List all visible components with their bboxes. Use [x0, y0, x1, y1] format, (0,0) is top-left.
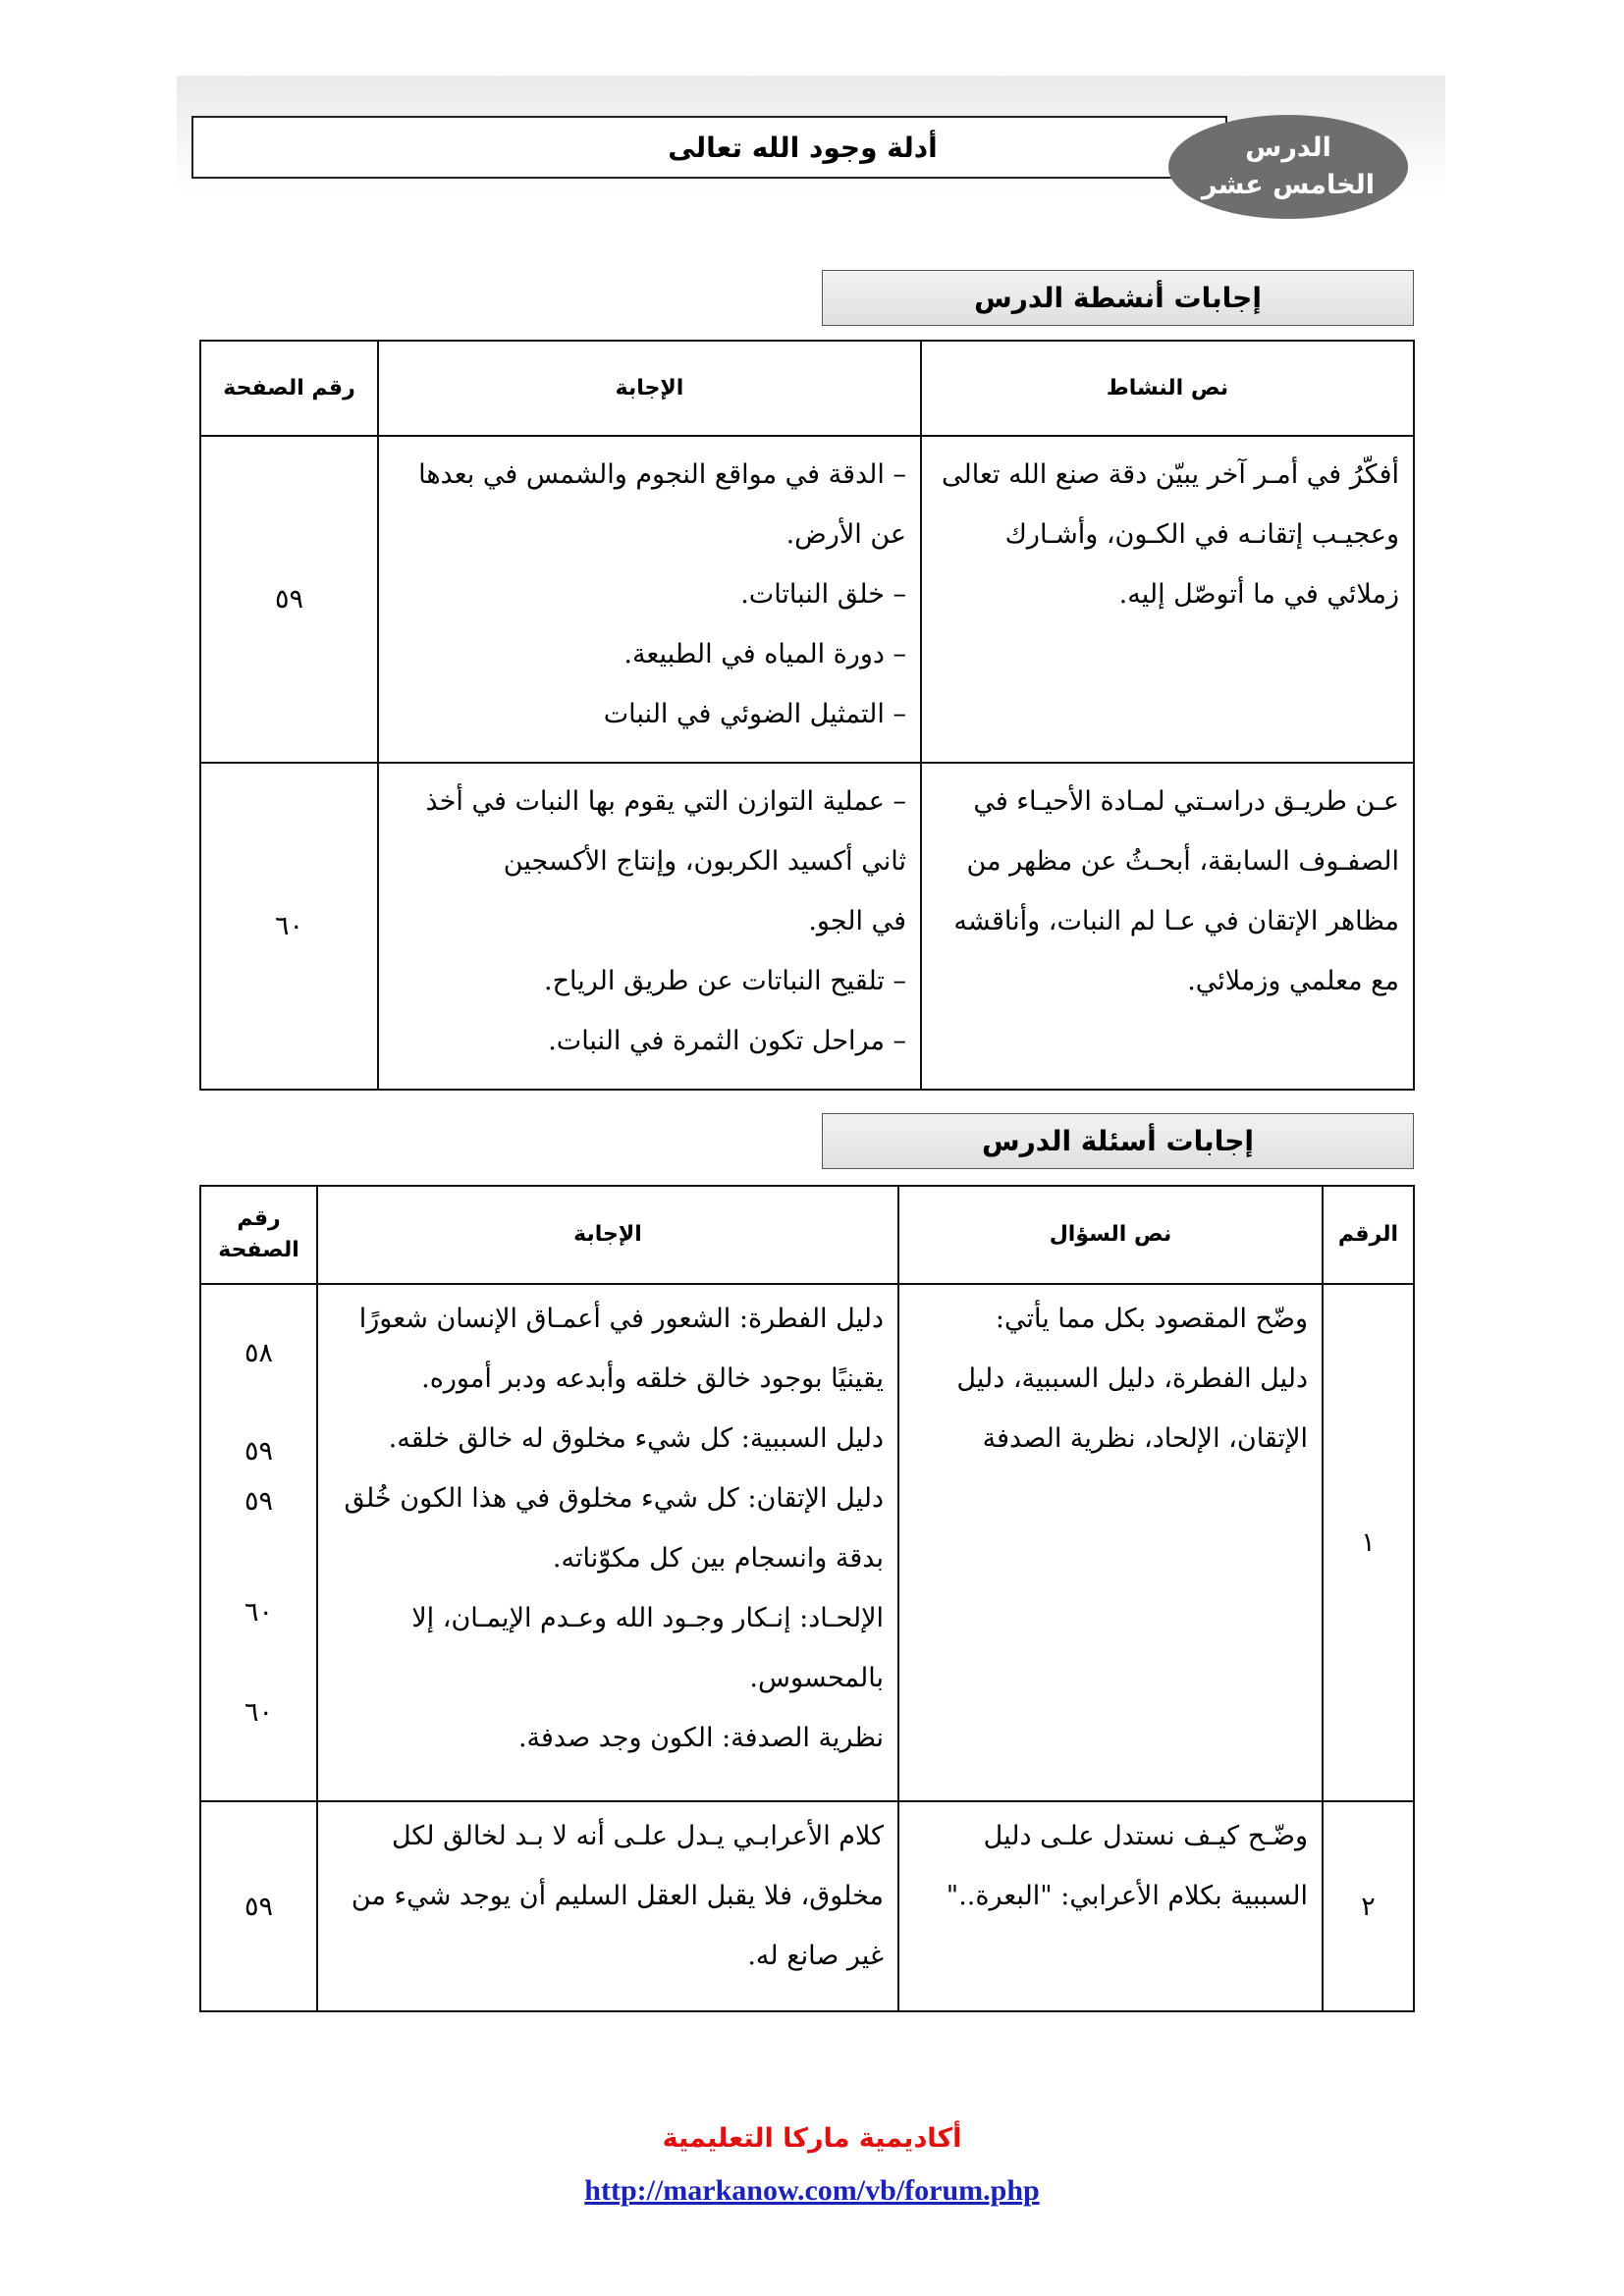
text-line: كلام الأعرابـي يـدل علـى أنه لا بـد لخالق لكل — [391, 1821, 884, 1851]
answer-cell — [378, 436, 921, 763]
text-line: في الجو. — [808, 906, 906, 936]
answer-cell — [378, 763, 921, 1090]
activities-heading: إجابات أنشطة الدرس — [822, 270, 1414, 326]
page-number: ٦٠ — [244, 1597, 273, 1628]
page-number: ٥٩ — [244, 1486, 273, 1517]
footer-academy-name: أكاديمية ماركا التعليمية — [662, 2123, 962, 2154]
text-line: الإتقان، الإلحاد، نظرية الصدفة — [982, 1423, 1308, 1454]
text-line: بالمحسوس. — [749, 1663, 884, 1693]
lesson-title: أدلة وجود الله تعالى — [668, 131, 938, 164]
text-line: مع معلمي وزملائي. — [1187, 966, 1399, 996]
question-number-cell: ٢ — [1323, 1801, 1414, 2011]
text-line: عن الأرض. — [785, 519, 906, 550]
questions-heading: إجابات أسئلة الدرس — [822, 1113, 1414, 1169]
column-header-number: الرقم — [1323, 1186, 1414, 1284]
page-number-cell — [200, 1284, 317, 1801]
answer-cell — [317, 1284, 898, 1801]
question-text-cell — [898, 1801, 1323, 2011]
text-line: مظاهر الإتقان في عـا لم النبات، وأناقشه — [953, 906, 1399, 936]
question-text-cell — [898, 1284, 1323, 1801]
questions-header-row — [200, 1186, 1414, 1284]
text-line: نظرية الصدفة: الكون وجد صدفة. — [517, 1723, 884, 1753]
text-line: غير صانع له. — [747, 1941, 884, 1971]
footer-url-link[interactable]: http://markanow.com/vb/forum.php — [584, 2174, 1040, 2207]
questions-table — [199, 1185, 1415, 2012]
page-number: ٥٩ — [244, 1436, 273, 1467]
page-number-cell: ٦٠ — [200, 763, 378, 1090]
page-number-cell: ٥٩ — [200, 436, 378, 763]
text-line: مخلوق، فلا يقبل العقل السليم أن يوجد شيء من — [351, 1881, 884, 1911]
column-header-page — [200, 1186, 317, 1284]
text-line: عـن طريـق دراسـتي لمـادة الأحيـاء في — [973, 786, 1399, 817]
text-line: بدقة وانسجام بين كل مكوّناته. — [552, 1543, 884, 1574]
lesson-badge-line2: الخامس عشر — [1202, 170, 1375, 200]
question-number-cell: ١ — [1323, 1284, 1414, 1801]
text-line: الصفـوف السابقة، أبحـثُ عن مظهر من — [966, 846, 1399, 877]
text-line: – عملية التوازن التي يقوم بها النبات في أخذ — [425, 786, 906, 817]
text-line: الإلحـاد: إنـكار وجـود الله وعـدم الإيمـان، إلا — [411, 1603, 884, 1633]
text-line: وضّـح كيـف نستدل علـى دليل — [983, 1821, 1308, 1851]
text-line: – الدقة في مواقع النجوم والشمس في بعدها — [418, 459, 906, 490]
page-number: ٦٠ — [244, 1697, 273, 1728]
activities-header-row — [200, 341, 1414, 436]
table-row — [200, 436, 1414, 763]
column-header-activity-text: نص النشاط — [921, 341, 1414, 436]
answer-cell — [317, 1801, 898, 2011]
table-row — [200, 1801, 1414, 2011]
text-line: وعجيـب إتقانـه في الكـون، وأشـارك — [1004, 519, 1399, 550]
text-line: السببية بكلام الأعرابي: "البعرة.." — [946, 1881, 1308, 1911]
activity-text-cell — [921, 436, 1414, 763]
table-row — [200, 1284, 1414, 1801]
page-number: ٥٨ — [244, 1338, 273, 1368]
text-line: أفكّرُ في أمـر آخر يبيّن دقة صنع الله تعالى — [941, 459, 1399, 490]
text-line: – تلقيح النباتات عن طريق الرياح. — [544, 966, 906, 996]
activity-text-cell — [921, 763, 1414, 1090]
text-line: – خلق النباتات. — [740, 579, 906, 610]
lesson-badge-line1: الدرس — [1245, 133, 1331, 163]
table-row — [200, 763, 1414, 1090]
lesson-badge — [1168, 115, 1408, 219]
text-line: دليل الإتقان: كل شيء مخلوق في هذا الكون خُلق — [344, 1483, 884, 1514]
text-line: دليل السببية: كل شيء مخلوق له خالق خلقه. — [388, 1423, 884, 1454]
page-number-cell: ٥٩ — [200, 1801, 317, 2011]
column-header-page: رقم الصفحة — [200, 341, 378, 436]
column-header-question-text: نص السؤال — [898, 1186, 1323, 1284]
text-line: دليل الفطرة: الشعور في أعمـاق الإنسان شعورًا — [358, 1304, 884, 1334]
activities-table — [199, 340, 1415, 1091]
text-line: وضّح المقصود بكل مما يأتي: — [995, 1304, 1308, 1334]
column-header-page-line2: الصفحة — [218, 1238, 299, 1262]
column-header-answer: الإجابة — [378, 341, 921, 436]
text-line: يقينيًا بوجود خالق خلقه وأبدعه ودبر أموره. — [421, 1363, 884, 1394]
text-line: – التمثيل الضوئي في النبات — [603, 699, 906, 729]
column-header-answer: الإجابة — [317, 1186, 898, 1284]
text-line: – دورة المياه في الطبيعة. — [623, 639, 906, 669]
text-line: زملائي في ما أتوصّل إليه. — [1118, 579, 1399, 610]
text-line: ثاني أكسيد الكربون، وإنتاج الأكسجين — [503, 846, 906, 877]
text-line: – مراحل تكون الثمرة في النبات. — [548, 1026, 906, 1056]
column-header-page-line1: رقم — [237, 1206, 281, 1231]
text-line: دليل الفطرة، دليل السببية، دليل — [956, 1363, 1308, 1394]
